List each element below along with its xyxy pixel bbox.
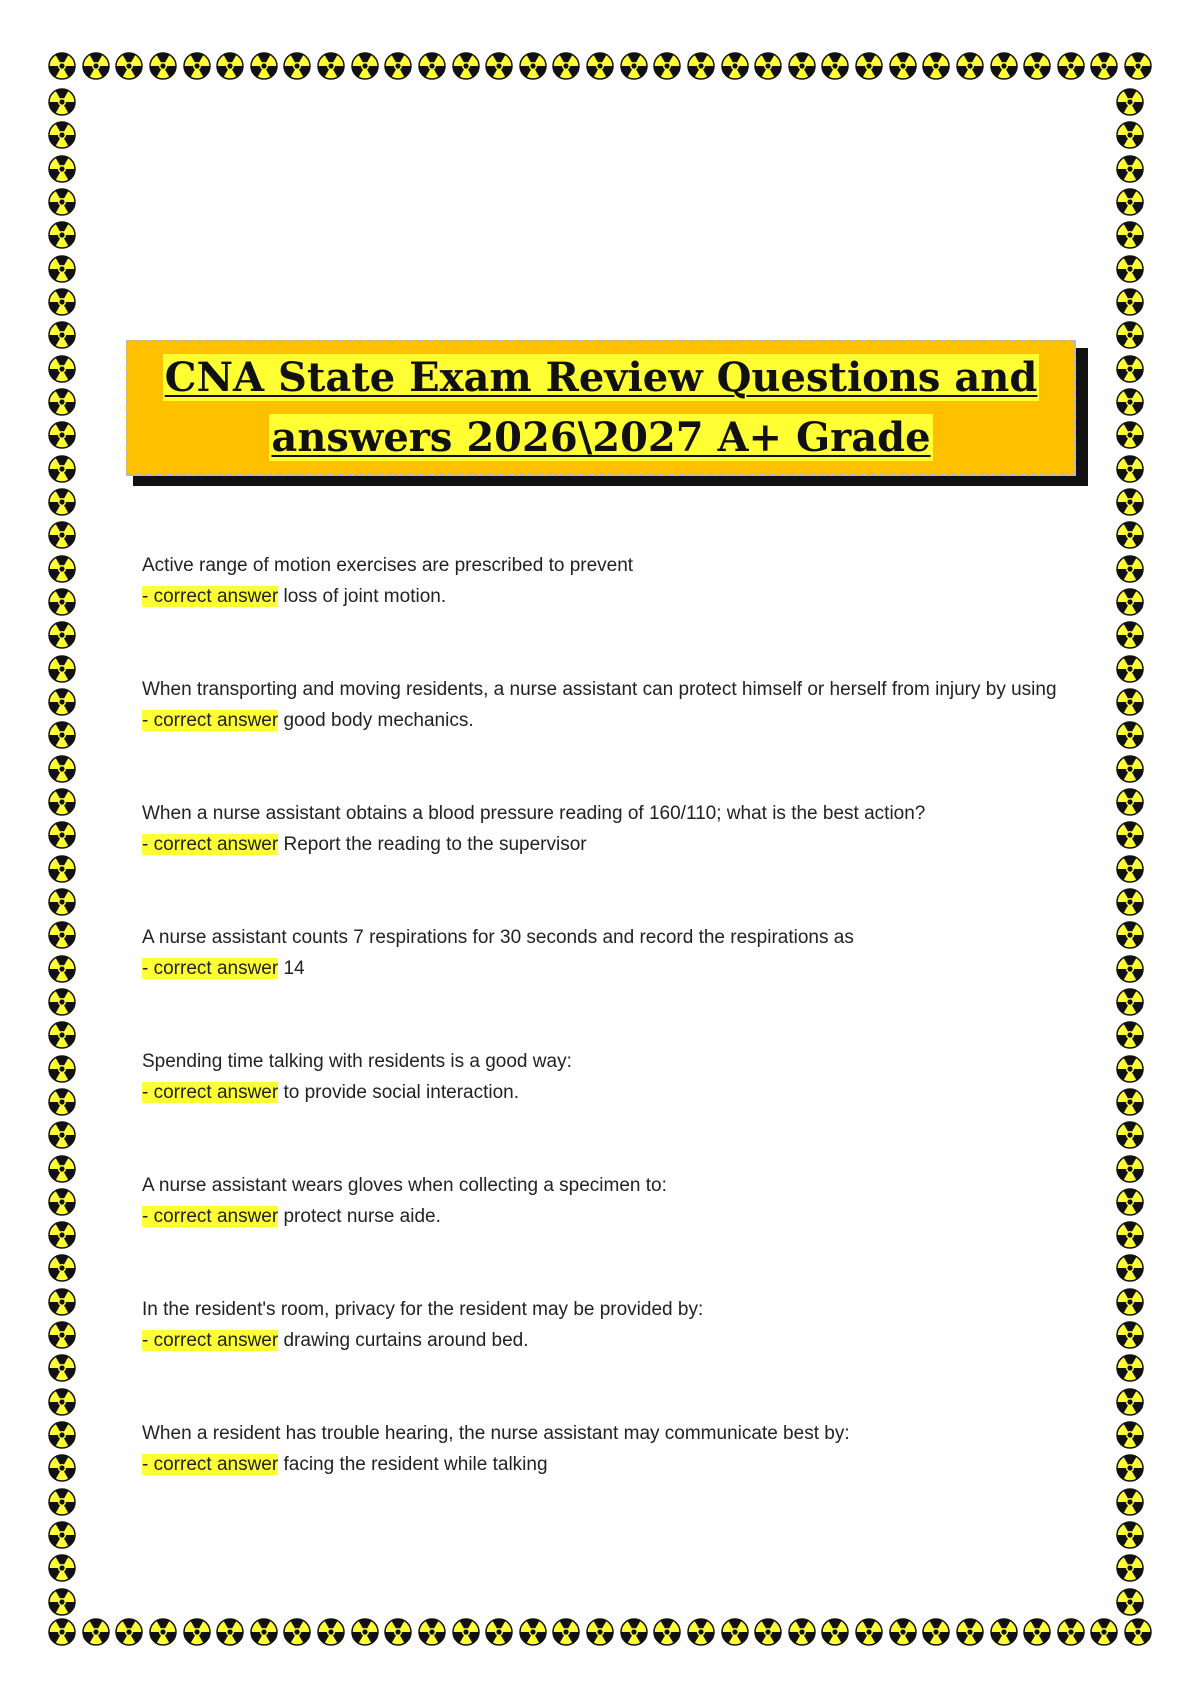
radiation-icon xyxy=(1116,1155,1144,1183)
radiation-icon xyxy=(48,221,76,249)
radiation-icon xyxy=(452,1618,480,1646)
radiation-icon xyxy=(1116,1421,1144,1449)
radiation-icon xyxy=(1116,121,1144,149)
radiation-icon xyxy=(1116,288,1144,316)
radiation-icon xyxy=(1116,388,1144,416)
radiation-icon xyxy=(115,52,143,80)
radiation-icon xyxy=(418,52,446,80)
answer-text: Report the reading to the supervisor xyxy=(283,834,587,855)
answer-text: drawing curtains around bed. xyxy=(283,1330,529,1351)
answer-text: loss of joint motion. xyxy=(283,586,447,607)
radiation-icon xyxy=(1116,1188,1144,1216)
radiation-icon xyxy=(1116,1288,1144,1316)
radiation-icon xyxy=(48,521,76,549)
radiation-icon xyxy=(1116,1088,1144,1116)
correct-answer-tag: - correct answer xyxy=(142,710,279,731)
radiation-icon xyxy=(788,1618,816,1646)
qa-item xyxy=(142,550,1062,612)
radiation-icon xyxy=(1116,421,1144,449)
question-text: When a resident has trouble hearing, the nurse assistant may communicate best by: xyxy=(142,1423,850,1444)
radiation-icon xyxy=(1057,1618,1085,1646)
radiation-icon xyxy=(48,488,76,516)
radiation-icon xyxy=(1116,1454,1144,1482)
qa-item xyxy=(142,1046,1062,1108)
radiation-icon xyxy=(216,52,244,80)
radiation-icon xyxy=(48,52,76,80)
radiation-icon xyxy=(788,52,816,80)
radiation-icon xyxy=(620,52,648,80)
qa-item xyxy=(142,1418,1062,1480)
radiation-icon xyxy=(552,52,580,80)
radiation-icon xyxy=(620,1618,648,1646)
radiation-icon xyxy=(1116,255,1144,283)
radiation-icon xyxy=(48,1521,76,1549)
radiation-icon xyxy=(48,1021,76,1049)
correct-answer-tag: - correct answer xyxy=(142,1082,279,1103)
radiation-icon xyxy=(48,988,76,1016)
radiation-icon xyxy=(1116,1254,1144,1282)
answer-text: good body mechanics. xyxy=(283,710,474,731)
radiation-icon xyxy=(1116,955,1144,983)
radiation-icon xyxy=(48,588,76,616)
radiation-icon xyxy=(1116,221,1144,249)
answer-text: protect nurse aide. xyxy=(283,1206,441,1227)
question-text: A nurse assistant counts 7 respirations for 30 seconds and record the respirations as xyxy=(142,927,854,948)
radiation-icon xyxy=(48,755,76,783)
radiation-icon xyxy=(485,1618,513,1646)
radiation-icon xyxy=(855,52,883,80)
qa-item xyxy=(142,922,1062,984)
radiation-icon xyxy=(351,52,379,80)
radiation-icon xyxy=(216,1618,244,1646)
radiation-icon xyxy=(48,1221,76,1249)
correct-answer-tag: - correct answer xyxy=(142,1330,279,1351)
radiation-icon xyxy=(1090,1618,1118,1646)
answer-text: facing the resident while talking xyxy=(283,1454,548,1475)
answer-line xyxy=(142,1325,1062,1356)
radiation-icon xyxy=(821,1618,849,1646)
radiation-icon xyxy=(48,1554,76,1582)
radiation-icon xyxy=(48,1088,76,1116)
question-text: When a nurse assistant obtains a blood pressure reading of 160/110; what is the best action? xyxy=(142,803,926,824)
radiation-icon xyxy=(889,1618,917,1646)
radiation-icon xyxy=(48,1388,76,1416)
radiation-icon xyxy=(922,1618,950,1646)
radiation-icon xyxy=(250,1618,278,1646)
radiation-icon xyxy=(149,52,177,80)
radiation-icon xyxy=(48,888,76,916)
radiation-icon xyxy=(1023,52,1051,80)
radiation-icon xyxy=(1124,52,1152,80)
radiation-icon xyxy=(889,52,917,80)
radiation-icon xyxy=(1116,321,1144,349)
radiation-icon xyxy=(653,52,681,80)
radiation-icon xyxy=(754,1618,782,1646)
radiation-icon xyxy=(48,621,76,649)
radiation-icon xyxy=(721,1618,749,1646)
page-border-top xyxy=(48,52,1152,88)
radiation-icon xyxy=(687,52,715,80)
radiation-icon xyxy=(183,1618,211,1646)
question-text: When transporting and moving residents, a nurse assistant can protect himself or herself from injury by using xyxy=(142,679,1057,700)
question-text: In the resident's room, privacy for the resident may be provided by: xyxy=(142,1299,704,1320)
radiation-icon xyxy=(48,1254,76,1282)
radiation-icon xyxy=(1116,688,1144,716)
question-text: A nurse assistant wears gloves when collecting a specimen to: xyxy=(142,1175,667,1196)
qa-list xyxy=(142,550,1062,1542)
radiation-icon xyxy=(653,1618,681,1646)
radiation-icon xyxy=(82,1618,110,1646)
radiation-icon xyxy=(922,52,950,80)
radiation-icon xyxy=(855,1618,883,1646)
page-border-right xyxy=(1116,88,1152,1616)
radiation-icon xyxy=(48,1155,76,1183)
radiation-icon xyxy=(250,52,278,80)
question-text: Spending time talking with residents is a good way: xyxy=(142,1051,572,1072)
radiation-icon xyxy=(519,52,547,80)
answer-text: 14 xyxy=(283,958,305,979)
correct-answer-tag: - correct answer xyxy=(142,834,279,855)
answer-line xyxy=(142,1077,1062,1108)
radiation-icon xyxy=(1116,988,1144,1016)
correct-answer-tag: - correct answer xyxy=(142,1206,279,1227)
radiation-icon xyxy=(1124,1618,1152,1646)
radiation-icon xyxy=(1090,52,1118,80)
radiation-icon xyxy=(721,52,749,80)
radiation-icon xyxy=(317,52,345,80)
radiation-icon xyxy=(48,421,76,449)
radiation-icon xyxy=(1116,721,1144,749)
radiation-icon xyxy=(48,321,76,349)
radiation-icon xyxy=(48,688,76,716)
radiation-icon xyxy=(1116,855,1144,883)
qa-item xyxy=(142,1170,1062,1232)
radiation-icon xyxy=(115,1618,143,1646)
radiation-icon xyxy=(1116,88,1144,116)
radiation-icon xyxy=(48,121,76,149)
radiation-icon xyxy=(586,1618,614,1646)
radiation-icon xyxy=(48,155,76,183)
radiation-icon xyxy=(1116,188,1144,216)
radiation-icon xyxy=(48,721,76,749)
answer-line xyxy=(142,953,1062,984)
radiation-icon xyxy=(48,788,76,816)
page-border-left xyxy=(48,88,84,1616)
question-text: Active range of motion exercises are prescribed to prevent xyxy=(142,555,634,576)
radiation-icon xyxy=(1116,1588,1144,1616)
correct-answer-tag: - correct answer xyxy=(142,586,279,607)
title-line-2: answers 2026\2027 A+ Grade xyxy=(271,414,931,461)
radiation-icon xyxy=(990,52,1018,80)
radiation-icon xyxy=(956,1618,984,1646)
radiation-icon xyxy=(552,1618,580,1646)
radiation-icon xyxy=(48,288,76,316)
radiation-icon xyxy=(1116,821,1144,849)
radiation-icon xyxy=(183,52,211,80)
radiation-icon xyxy=(1116,1488,1144,1516)
radiation-icon xyxy=(1116,655,1144,683)
title-banner xyxy=(126,340,1076,476)
answer-line xyxy=(142,705,1062,736)
radiation-icon xyxy=(1116,1221,1144,1249)
radiation-icon xyxy=(1116,888,1144,916)
radiation-icon xyxy=(418,1618,446,1646)
radiation-icon xyxy=(283,1618,311,1646)
radiation-icon xyxy=(48,1488,76,1516)
radiation-icon xyxy=(1116,1354,1144,1382)
radiation-icon xyxy=(48,555,76,583)
radiation-icon xyxy=(1116,355,1144,383)
radiation-icon xyxy=(485,52,513,80)
radiation-icon xyxy=(990,1618,1018,1646)
radiation-icon xyxy=(48,655,76,683)
radiation-icon xyxy=(1116,588,1144,616)
radiation-icon xyxy=(82,52,110,80)
radiation-icon xyxy=(48,355,76,383)
radiation-icon xyxy=(1116,1055,1144,1083)
radiation-icon xyxy=(452,52,480,80)
radiation-icon xyxy=(1116,788,1144,816)
radiation-icon xyxy=(384,52,412,80)
radiation-icon xyxy=(48,455,76,483)
radiation-icon xyxy=(1116,155,1144,183)
radiation-icon xyxy=(48,1454,76,1482)
radiation-icon xyxy=(48,1421,76,1449)
radiation-icon xyxy=(1116,1121,1144,1149)
radiation-icon xyxy=(149,1618,177,1646)
radiation-icon xyxy=(1116,455,1144,483)
page-border-bottom xyxy=(48,1618,1152,1654)
radiation-icon xyxy=(48,1588,76,1616)
radiation-icon xyxy=(48,1188,76,1216)
answer-text: to provide social interaction. xyxy=(283,1082,519,1103)
radiation-icon xyxy=(1116,1321,1144,1349)
radiation-icon xyxy=(48,88,76,116)
radiation-icon xyxy=(1116,555,1144,583)
qa-item xyxy=(142,798,1062,860)
radiation-icon xyxy=(1116,921,1144,949)
radiation-icon xyxy=(1116,488,1144,516)
qa-item xyxy=(142,1294,1062,1356)
radiation-icon xyxy=(48,921,76,949)
radiation-icon xyxy=(1116,1554,1144,1582)
title-line-1: CNA State Exam Review Questions and xyxy=(164,354,1038,401)
radiation-icon xyxy=(1116,755,1144,783)
radiation-icon xyxy=(1057,52,1085,80)
radiation-icon xyxy=(384,1618,412,1646)
radiation-icon xyxy=(1116,521,1144,549)
answer-line xyxy=(142,829,1062,860)
radiation-icon xyxy=(1116,1521,1144,1549)
radiation-icon xyxy=(48,1288,76,1316)
answer-line xyxy=(142,1201,1062,1232)
radiation-icon xyxy=(48,821,76,849)
radiation-icon xyxy=(1116,1388,1144,1416)
correct-answer-tag: - correct answer xyxy=(142,1454,279,1475)
qa-item xyxy=(142,674,1062,736)
radiation-icon xyxy=(48,188,76,216)
correct-answer-tag: - correct answer xyxy=(142,958,279,979)
page-title xyxy=(163,348,1040,468)
radiation-icon xyxy=(48,955,76,983)
radiation-icon xyxy=(48,1354,76,1382)
radiation-icon xyxy=(821,52,849,80)
radiation-icon xyxy=(48,388,76,416)
radiation-icon xyxy=(586,52,614,80)
answer-line xyxy=(142,581,1062,612)
answer-line xyxy=(142,1449,1062,1480)
radiation-icon xyxy=(1023,1618,1051,1646)
radiation-icon xyxy=(519,1618,547,1646)
radiation-icon xyxy=(1116,1021,1144,1049)
radiation-icon xyxy=(351,1618,379,1646)
radiation-icon xyxy=(48,1321,76,1349)
radiation-icon xyxy=(48,1121,76,1149)
radiation-icon xyxy=(754,52,782,80)
radiation-icon xyxy=(48,1618,76,1646)
radiation-icon xyxy=(687,1618,715,1646)
radiation-icon xyxy=(283,52,311,80)
radiation-icon xyxy=(48,855,76,883)
radiation-icon xyxy=(317,1618,345,1646)
radiation-icon xyxy=(48,255,76,283)
radiation-icon xyxy=(1116,621,1144,649)
radiation-icon xyxy=(48,1055,76,1083)
radiation-icon xyxy=(956,52,984,80)
